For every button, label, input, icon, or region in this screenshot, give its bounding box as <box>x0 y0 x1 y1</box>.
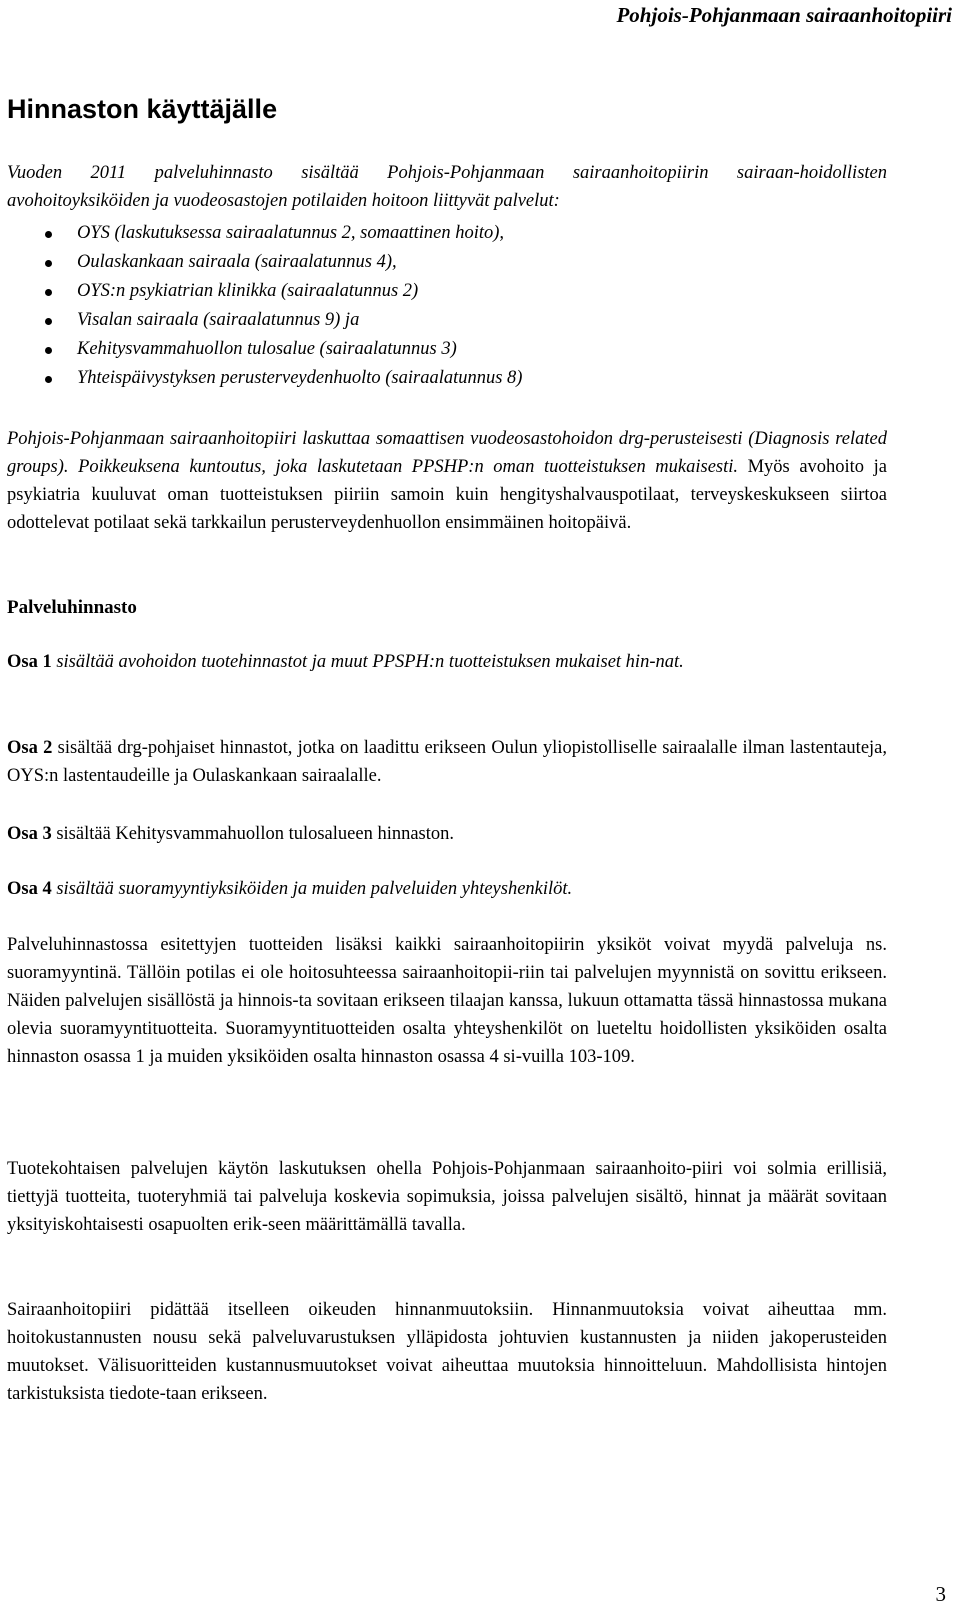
list-item-text: Kehitysvammahuollon tulosalue (sairaalatunnus 3) <box>77 339 457 359</box>
list-item-text: Visalan sairaala (sairaalatunnus 9) ja <box>77 310 360 330</box>
list-item-text: OYS (laskutuksessa sairaalatunnus 2, somaattinen hoito), <box>77 223 505 243</box>
list-item <box>0 219 522 248</box>
part-text: sisältää Kehitysvammahuollon tulosalueen hinnaston. <box>56 824 455 844</box>
list-item <box>0 277 522 306</box>
list-item <box>0 248 522 277</box>
drg-text-italic: Pohjois-Pohjanmaan sairaanhoitopiiri laskuttaa somaattisen vuodeosastohoidon drg-perusteisesti (Diagnosis related groups). Poikkeuksena kuntoutus, joka laskutetaan PPSHP:n oman tuotteistuksen mukaisesti. <box>7 429 887 477</box>
part-3-paragraph <box>7 820 887 848</box>
list-item <box>0 335 522 364</box>
part-4-paragraph <box>7 875 887 903</box>
part-label: Osa 2 <box>7 738 53 758</box>
list-item-text: Yhteispäivystyksen perusterveydenhuolto (sairaalatunnus 8) <box>77 368 523 388</box>
list-item-text: Oulaskankaan sairaala (sairaalatunnus 4), <box>77 252 397 272</box>
page-number: 3 <box>935 1582 946 1606</box>
section-heading: Palveluhinnasto <box>7 597 137 618</box>
part-2-paragraph <box>7 734 887 790</box>
drg-text-regular: Myös avohoito ja psykiatria kuuluvat oman tuotteistuksen piiriin samoin kuin hengityshalvauspotilaat, terveyskeskukseen siirtoa odottelevat potilaat sekä tarkkailun perusterveydenhuollon ensimmäinen hoitopäivä. <box>7 457 887 533</box>
direct-sales-paragraph: Palveluhinnastossa esitettyjen tuotteiden lisäksi kaikki sairaanhoitopiirin yksiköt voivat myydä palveluja ns. suoramyyntinä. Tällöin potilas ei ole hoitosuhteessa sairaanhoitopii-riin tai palvelujen myynnistä on sovittu erikseen. Näiden palvelujen sisällöstä ja hinnois-ta sovitaan erikseen tilaajan kanssa, lukuun ottamatta tässä hinnastossa mukana olevia suoramyyntituotteita. Suoramyyntituotteiden osalta yhteyshenkilöt on lueteltu hoidollisten yksiköiden osalta hinnaston osassa 1 ja muiden yksiköiden osalta hinnaston osassa 4 si-vuilla 103-109. <box>7 935 887 1067</box>
product-billing-paragraph: Tuotekohtaisen palvelujen käytön laskutuksen ohella Pohjois-Pohjanmaan sairaanhoito-piiri voi solmia erillisiä, tiettyjä tuotteita, tuoteryhmiä tai palveluja koskevia sopimuksia, joissa palvelujen sisältö, hinnat ja määrät sovitaan yksityiskohtaisesti osapuolten erik-seen määrittämällä tavalla. <box>7 1159 887 1235</box>
price-change-paragraph: Sairaanhoitopiiri pidättää itselleen oikeuden hinnanmuutoksiin. Hinnanmuutoksia voivat aiheuttaa mm. hoitokustannusten nousu sekä palveluvarustuksen ylläpidosta johtuvien kustannusten ja niiden jakoperusteiden muutokset. Välisuoritteiden kustannusmuutokset voivat aiheuttaa muutoksia hinnoitteluun. Mahdollisista hintojen tarkistuksista tiedote-taan erikseen. <box>7 1300 887 1404</box>
bullet-icon <box>45 347 52 354</box>
part-label: Osa 3 <box>7 824 52 844</box>
part-text: sisältää drg-pohjaiset hinnastot, jotka on laadittu erikseen Oulun yliopistolliselle sairaalalle ilman lastentauteja, OYS:n lastentaudeille ja Oulaskankaan sairaalalle. <box>7 738 888 786</box>
intro-paragraph: Vuoden 2011 palveluhinnasto sisältää Pohjois-Pohjanmaan sairaanhoitopiirin sairaan-hoidollisten avohoitoyksiköiden ja vuodeosastojen potilaiden hoitoon liittyvät palvelut: <box>7 163 887 211</box>
part-label: Osa 4 <box>7 879 52 899</box>
bullet-icon <box>45 318 52 325</box>
list-item <box>0 364 522 393</box>
unit-list <box>0 219 522 393</box>
list-item-text: OYS:n psykiatrian klinikka (sairaalatunnus 2) <box>77 281 419 301</box>
part-1-paragraph <box>7 648 887 676</box>
bullet-icon <box>45 260 52 267</box>
part-text: sisältää avohoidon tuotehinnastot ja muut PPSPH:n tuotteistuksen mukaiset hin-nat. <box>56 652 684 672</box>
part-label: Osa 1 <box>7 652 52 672</box>
bullet-icon <box>45 376 52 383</box>
part-text: sisältää suoramyyntiyksiköiden ja muiden palveluiden yhteyshenkilöt. <box>56 879 573 899</box>
list-item <box>0 306 522 335</box>
bullet-icon <box>45 289 52 296</box>
drg-paragraph <box>7 425 887 537</box>
running-header: Pohjois-Pohjanmaan sairaanhoitopiiri <box>616 3 952 27</box>
bullet-icon <box>45 231 52 238</box>
page-title: Hinnaston käyttäjälle <box>7 94 278 124</box>
